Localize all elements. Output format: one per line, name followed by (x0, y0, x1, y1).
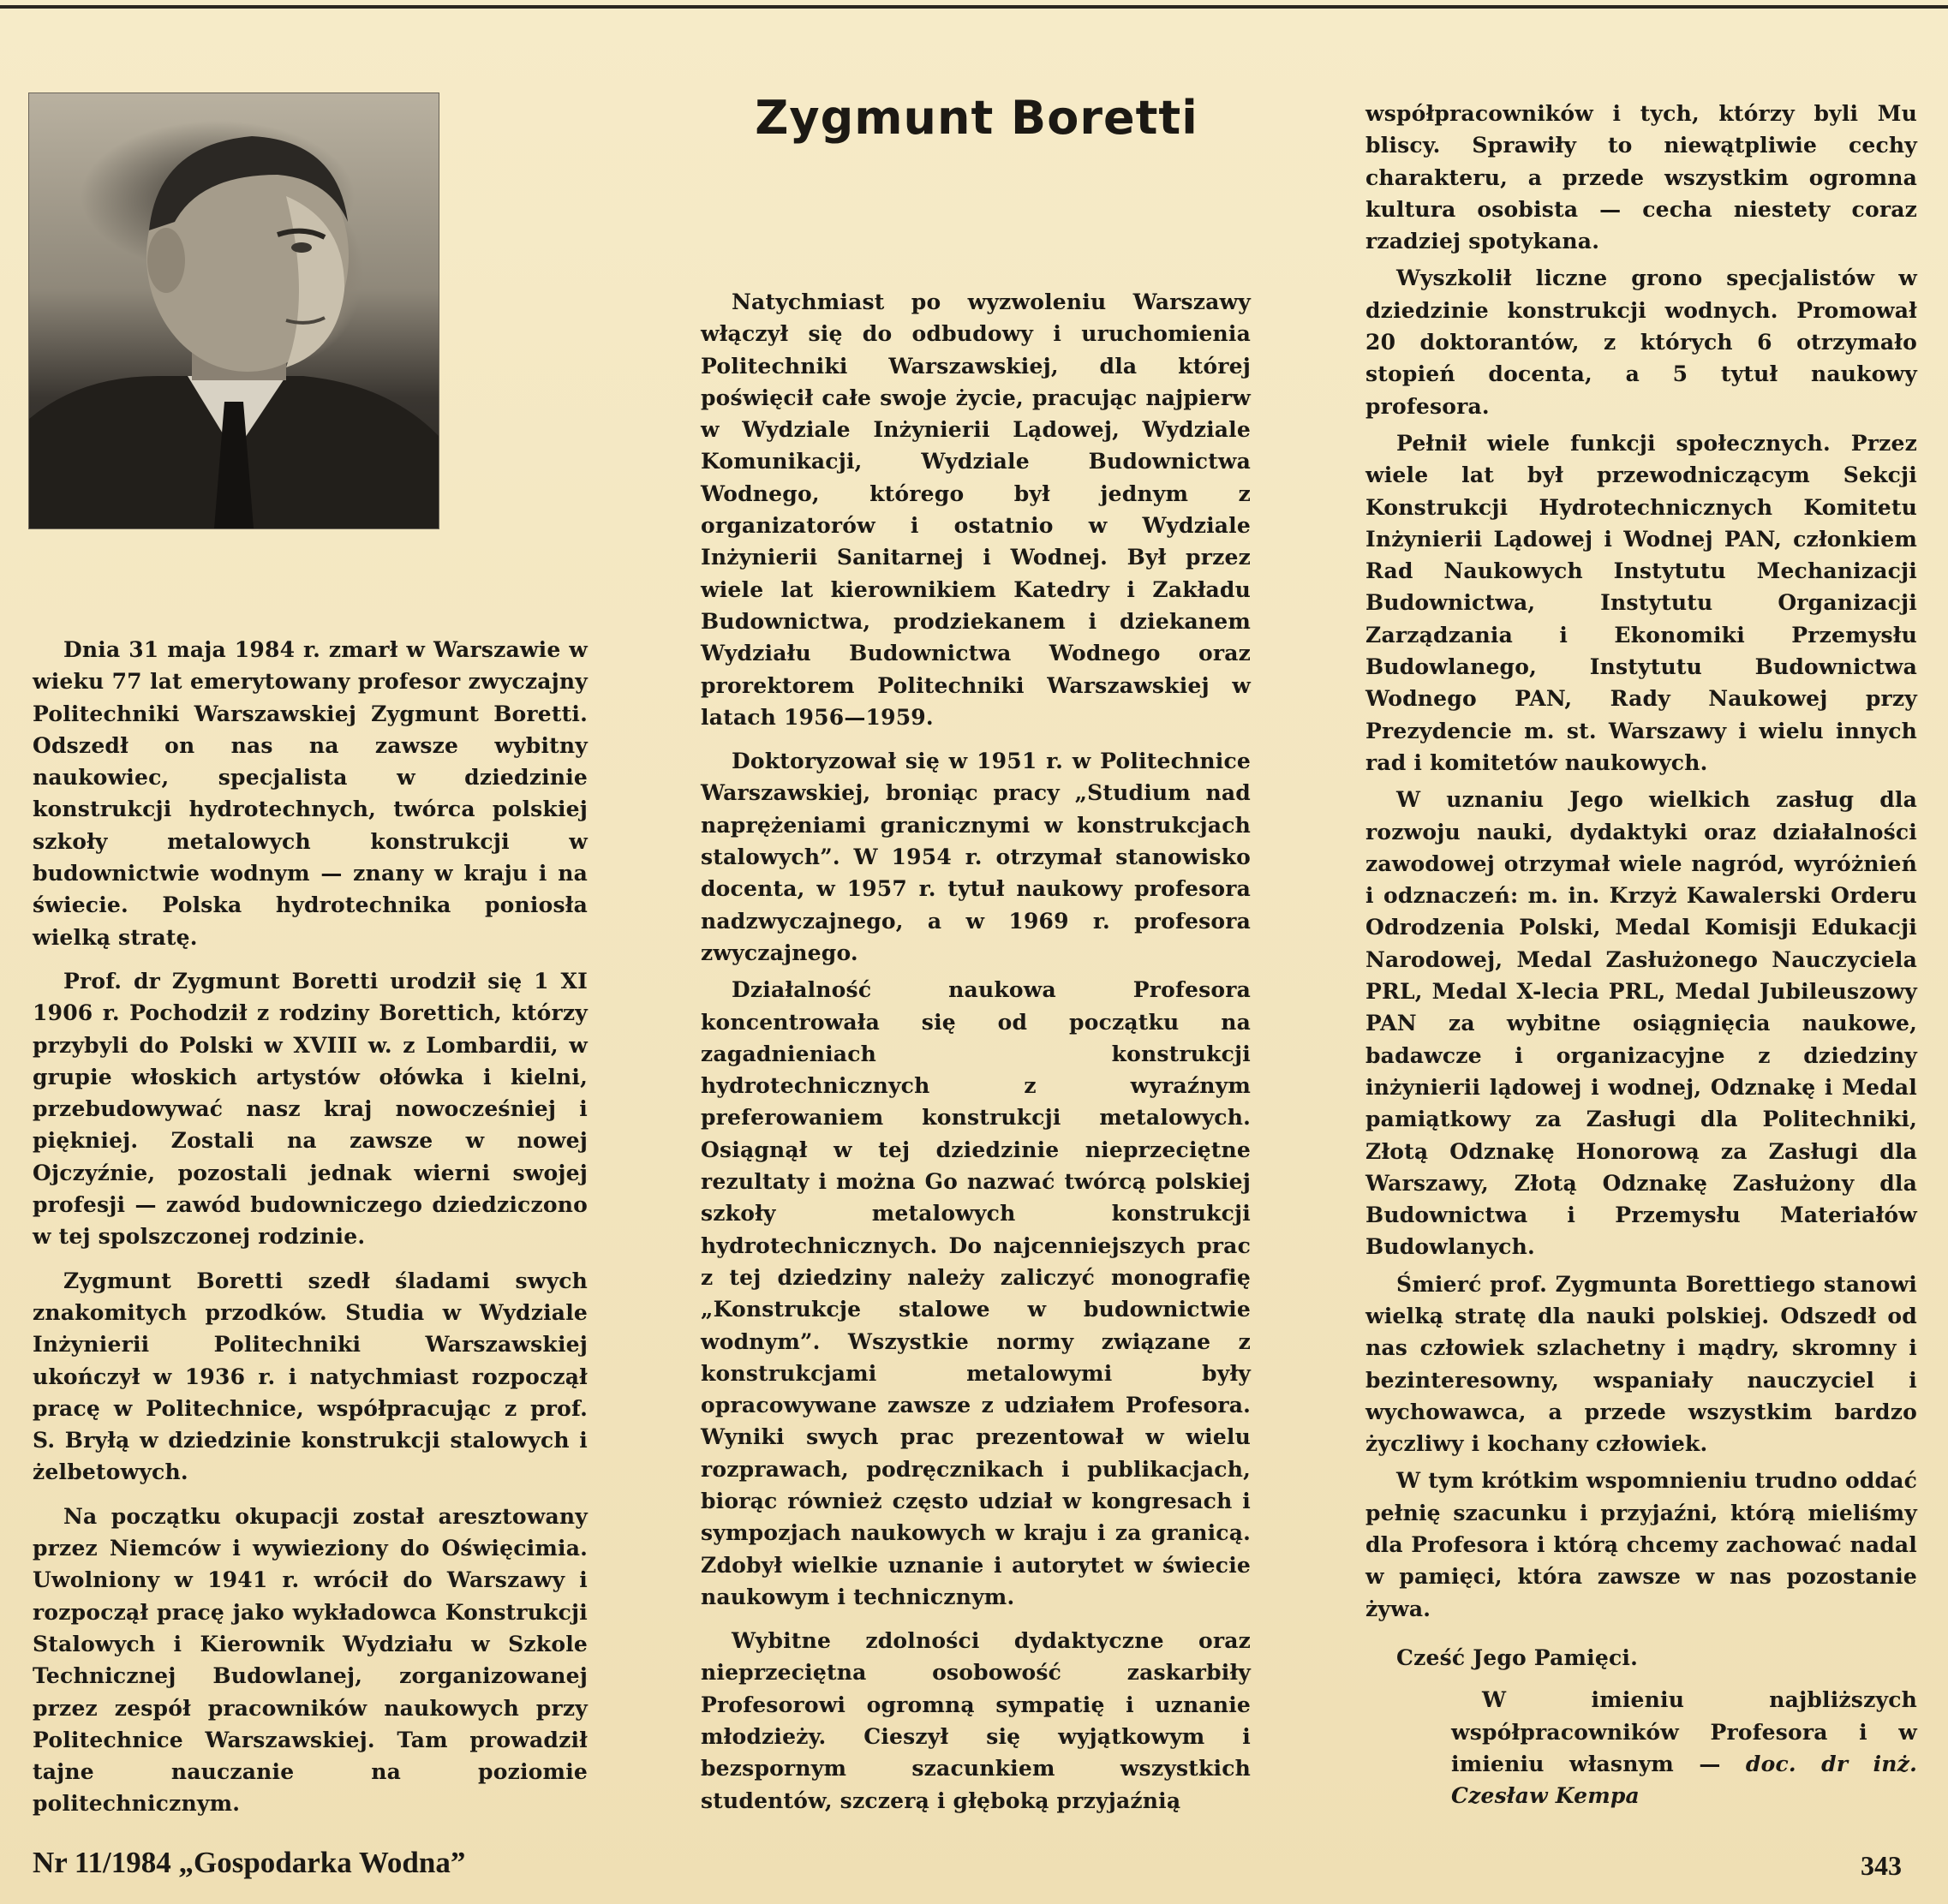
middle-column (701, 286, 1251, 1822)
paragraph: Dnia 31 maja 1984 r. zmarł w Warszawie w wieku 77 lat emerytowany profesor zwyczajny Politechniki Warszawskiej Zygmunt Boretti. Odszedł on nas na zawsze wybitny naukowiec, specjalista w dziedzinie konstrukcji hydrotechnych, twórca polskiej szkoły metalowych konstrukcji w budownictwie wodnym — znany w kraju i na świecie. Polska hydrotechnika poniosła wielką stratę. (33, 637, 588, 950)
signature (1451, 1684, 1917, 1811)
top-rule (0, 5, 1948, 9)
paragraph: Śmierć prof. Zygmunta Borettiego stanowi wielką stratę dla nauki polskiej. Odszedł od nas człowiek szlachetny i mądry, skromny i bezinteresowny, wspaniały nauczyciel i wychowawca, a przede wszystkim bardzo życzliwy i kochany człowiek. (1365, 1271, 1917, 1457)
paragraph: Wybitne zdolności dydaktyczne oraz nieprzeciętna osobowość zaskarbiły Profesorowi ogromną sympatię i uznanie młodzieży. Cieszył się wyjątkowym i bezspornym szacunkiem wszystkich studentów, szczerą i głęboką przyjaźnią (701, 1628, 1251, 1813)
paragraph: W tym krótkim wspomnieniu trudno oddać pełnię szacunku i przyjaźni, którą mieliśmy dla Profesora i którą chcemy zachować nadal w pamięci, która zawsze w nas pozostanie żywa. (1365, 1468, 1917, 1621)
portrait-photo (28, 93, 439, 529)
paragraph: Wyszkolił liczne grono specjalistów w dziedzinie konstrukcji wodnych. Promował 20 doktorantów, z których 6 otrzymało stopień docenta, a 5 tytuł naukowy profesora. (1365, 266, 1917, 419)
article-title: Zygmunt Boretti (755, 91, 1198, 145)
page-number: 343 (1861, 1850, 1902, 1881)
paragraph: współpracowników i tych, którzy byli Mu bliscy. Sprawiły to niewątpliwie cechy charakteru, a przede wszystkim ogromna kultura osobista — cecha niestety coraz rzadziej spotykana. (1365, 101, 1917, 254)
issue-footer: Nr 11/1984 „Gospodarka Wodna” (33, 1846, 466, 1879)
left-column (33, 634, 588, 1825)
right-column (1365, 98, 1917, 1817)
signature-author: doc. dr inż. Czesław Kempa (1451, 1751, 1917, 1809)
paragraph: Pełnił wiele funkcji społecznych. Przez wiele lat był przewodniczącym Sekcji Konstrukcji Hydrotechnicznych Komitetu Inżynierii Lądowej i Wodnej PAN, członkiem Rad Naukowych Instytutu Mechanizacji Budownictwa, Instytutu Organizacji Zarządzania i Ekonomiki Przemysłu Budowlanego, Instytutu Budownictwa Wodnego PAN, Rady Naukowej przy Prezydencie m. st. Warszawy i wielu innych rad i komitetów naukowych. (1365, 430, 1917, 775)
paragraph: Zygmunt Boretti szedł śladami swych znakomitych przodków. Studia w Wydziale Inżynierii Politechniki Warszawskiej ukończył w 1936 r. i natychmiast rozpoczął pracę w Politechnice, współpracując z prof. S. Bryłą w dziedzinie konstrukcji stalowych i żelbetowych. (33, 1268, 588, 1485)
paragraph: Doktoryzował się w 1951 r. w Politechnice Warszawskiej, broniąc pracy „Studium nad naprężeniami granicznymi w konstrukcjach stalowych”. W 1954 r. otrzymał stanowisko docenta, w 1957 r. tytuł naukowy profesora nadzwyczajnego, a w 1969 r. profesora zwyczajnego. (701, 749, 1251, 965)
paragraph: W uznaniu Jego wielkich zasług dla rozwoju nauki, dydaktyki oraz działalności zawodowej otrzymał wiele nagród, wyróżnień i odznaczeń: m. in. Krzyż Kawalerski Orderu Odrodzenia Polski, Medal Komisji Edukacji Narodowej, Medal Zasłużonego Nauczyciela PRL, Medal X-lecia PRL, Medal Jubileuszowy PAN za wybitne osiągnięcia naukowe, badawcze i organizacyjne z dziedziny inżynierii lądowej i wodnej, Odznakę i Medal pamiątkowy za Zasługi dla Politechniki, Złotą Odznakę Honorową za Zasługi dla Warszawy, Złotą Odznakę Zasłużony dla Budownictwa i Przemysłu Materiałów Budowlanych. (1365, 787, 1917, 1260)
paragraph: Na początku okupacji został aresztowany przez Niemców i wywieziony do Oświęcimia. Uwolniony w 1941 r. wrócił do Warszawy i rozpoczął pracę jako wykładowca Konstrukcji Stalowych i Kierownik Wydziału w Szkole Technicznej Budowlanej, zorganizowanej przez zespół pracowników naukowych przy Politechnice Warszawskiej. Tam prowadził tajne nauczanie na poziomie politechnicznym. (33, 1503, 588, 1817)
paragraph: Prof. dr Zygmunt Boretti urodził się 1 XI 1906 r. Pochodził z rodziny Borettich, którzy przybyli do Polski w XVIII w. z Lombardii, w grupie włoskich artystów ołówka i kielni, przebudowywać nasz kraj nowocześniej i piękniej. Zostali na zawsze w nowej Ojczyźnie, pozostali jednak wierni swojej profesji — zawód budowniczego dziedziczono w tej spolszczonej rodzinie. (33, 968, 588, 1250)
paragraph: Natychmiast po wyzwoleniu Warszawy włączył się do odbudowy i uruchomienia Politechniki Warszawskiej, dla której poświęcił całe swoje życie, pracując najpierw w Wydziale Inżynierii Lądowej, Wydziale Komunikacji, Wydziale Budownictwa Wodnego, którego był jednym z organizatorów i ostatnio w Wydziale Inżynierii Sanitarnej i Wodnej. Był przez wiele lat kierownikiem Katedry i Zakładu Budownictwa, prodziekanem i dziekanem Wydziału Budownictwa Wodnego oraz prorektorem Politechniki Warszawskiej w latach 1956—1959. (701, 289, 1251, 730)
signature-text: W imieniu najbliższych współpracowników Profesora i w imieniu własnym — (1451, 1687, 1917, 1776)
closing-line: Cześć Jego Pamięci. (1396, 1644, 1638, 1670)
portrait-illustration (29, 93, 439, 528)
paragraph: Działalność naukowa Profesora koncentrowała się od początku na zagadnieniach konstrukcji hydrotechnicznych z wyraźnym preferowaniem konstrukcji metalowych. Osiągnął w tej dziedzinie nieprzeciętne rezultaty i można Go nazwać twórcą polskiej szkoły metalowych konstrukcji hydrotechnicznych. Do najcenniejszych prac z tej dziedziny należy zaliczyć monografię „Konstrukcje stalowe w budownictwie wodnym”. Wszystkie normy związane z konstrukcjami metalowymi były opracowywane zawsze z udziałem Profesora. Wyniki swych prac prezentował w wielu rozprawach, podręcznikach i publikacjach, biorąc również często udział w kongresach i sympozjach naukowych w kraju i za granicą. Zdobył wielkie uznanie i autorytet w świecie naukowym i technicznym. (701, 977, 1251, 1609)
